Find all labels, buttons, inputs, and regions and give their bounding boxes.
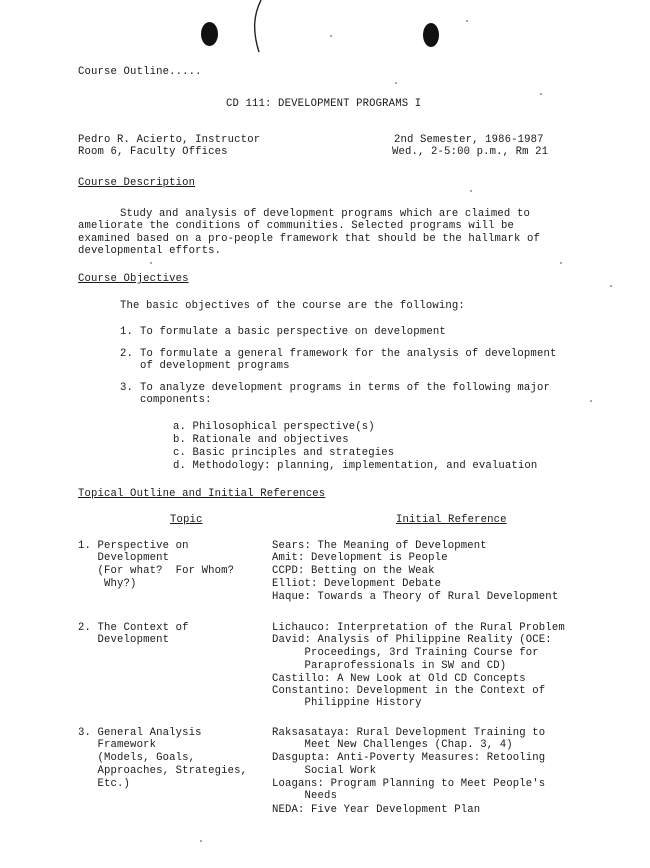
objective-number: 1. <box>120 326 134 338</box>
scan-speck <box>200 840 202 842</box>
topic-line: (For what? For Whom? <box>78 565 235 577</box>
topic-line: Development <box>78 634 170 646</box>
scan-speck <box>150 262 152 264</box>
topic-line: Framework <box>78 739 157 751</box>
course-title: CD 111: DEVELOPMENT PROGRAMS I <box>226 98 422 110</box>
reference-line: NEDA: Five Year Development Plan <box>272 804 481 816</box>
objective-text: To formulate a general framework for the analysis of development <box>140 348 557 360</box>
topic-line: Approaches, Strategies, <box>78 765 248 777</box>
description-line: examined based on a pro-people framework that should be the hallmark of <box>78 233 541 245</box>
topic-line: Why?) <box>78 578 137 590</box>
objective-text: To analyze development programs in terms of the following major <box>140 382 550 394</box>
scan-speck <box>395 82 397 84</box>
reference-line: Loagans: Program Planning to Meet People's <box>272 778 546 790</box>
reference-line: Constantino: Development in the Context of <box>272 685 546 697</box>
reference-line: Lichauco: Interpretation of the Rural Problem <box>272 622 565 634</box>
instructor-name: Pedro R. Acierto, Instructor <box>78 134 261 146</box>
instructor-room: Room 6, Faculty Offices <box>78 146 228 158</box>
scan-speck <box>540 93 542 95</box>
objective-text: components: <box>140 394 212 406</box>
reference-line: Proceedings, 3rd Training Course for <box>272 647 539 659</box>
reference-line: Castillo: A New Look at Old CD Concepts <box>272 673 526 685</box>
reference-line: CCPD: Betting on the Weak <box>272 565 435 577</box>
description-line: ameliorate the conditions of communities. Selected programs will be <box>78 220 514 232</box>
objective-number: 3. <box>120 382 134 394</box>
pen-stroke-mark <box>248 0 268 55</box>
reference-line: Haque: Towards a Theory of Rural Development <box>272 591 559 603</box>
topic-line: Development <box>78 552 170 564</box>
description-heading: Course Description <box>78 177 196 189</box>
objective-text: of development programs <box>140 360 290 372</box>
objectives-heading: Course Objectives <box>78 273 189 285</box>
topic-line: Etc.) <box>78 778 131 790</box>
reference-line: Amit: Development is People <box>272 552 448 564</box>
topic-line: 2. The Context of <box>78 622 189 634</box>
topic-column-header: Topic <box>170 514 203 526</box>
reference-line: Needs <box>272 790 338 802</box>
objective-number: 2. <box>120 348 134 360</box>
objectives-intro: The basic objectives of the course are the following: <box>120 300 465 312</box>
component-item: d. Methodology: planning, implementation, and evaluation <box>173 460 538 472</box>
reference-line: Social Work <box>272 765 377 777</box>
topical-heading: Topical Outline and Initial References <box>78 488 326 500</box>
component-item: c. Basic principles and strategies <box>173 447 395 459</box>
scan-speck <box>610 285 612 287</box>
punch-hole-left <box>201 22 218 46</box>
component-item: b. Rationale and objectives <box>173 434 349 446</box>
description-line: Study and analysis of development programs which are claimed to <box>120 208 530 220</box>
reference-line: Raksasataya: Rural Development Training to <box>272 727 546 739</box>
reference-column-header: Initial Reference <box>396 514 507 526</box>
objective-text: To formulate a basic perspective on development <box>140 326 446 338</box>
reference-line: Sears: The Meaning of Development <box>272 540 487 552</box>
reference-line: David: Analysis of Philippine Reality (OCE: <box>272 634 552 646</box>
component-item: a. Philosophical perspective(s) <box>173 421 375 433</box>
scan-speck <box>590 400 592 402</box>
reference-line: Elliot: Development Debate <box>272 578 442 590</box>
topic-line: (Models, Goals, <box>78 752 196 764</box>
topic-line: 3. General Analysis <box>78 727 202 739</box>
scan-speck <box>470 190 472 192</box>
semester: 2nd Semester, 1986-1987 <box>394 134 544 146</box>
scan-speck <box>330 35 332 37</box>
scan-speck <box>466 20 468 22</box>
schedule: Wed., 2-5:00 p.m., Rm 21 <box>392 146 549 158</box>
scan-speck <box>560 262 562 264</box>
reference-line: Paraprofessionals in SW and CD) <box>272 660 507 672</box>
punch-hole-right <box>423 23 439 47</box>
description-line: developmental efforts. <box>78 245 222 257</box>
reference-line: Dasgupta: Anti-Poverty Measures: Retooling <box>272 752 546 764</box>
reference-line: Meet New Challenges (Chap. 3, 4) <box>272 739 513 751</box>
topic-line: 1. Perspective on <box>78 540 189 552</box>
course-outline-label: Course Outline..... <box>78 66 202 78</box>
reference-line: Philippine History <box>272 697 422 709</box>
